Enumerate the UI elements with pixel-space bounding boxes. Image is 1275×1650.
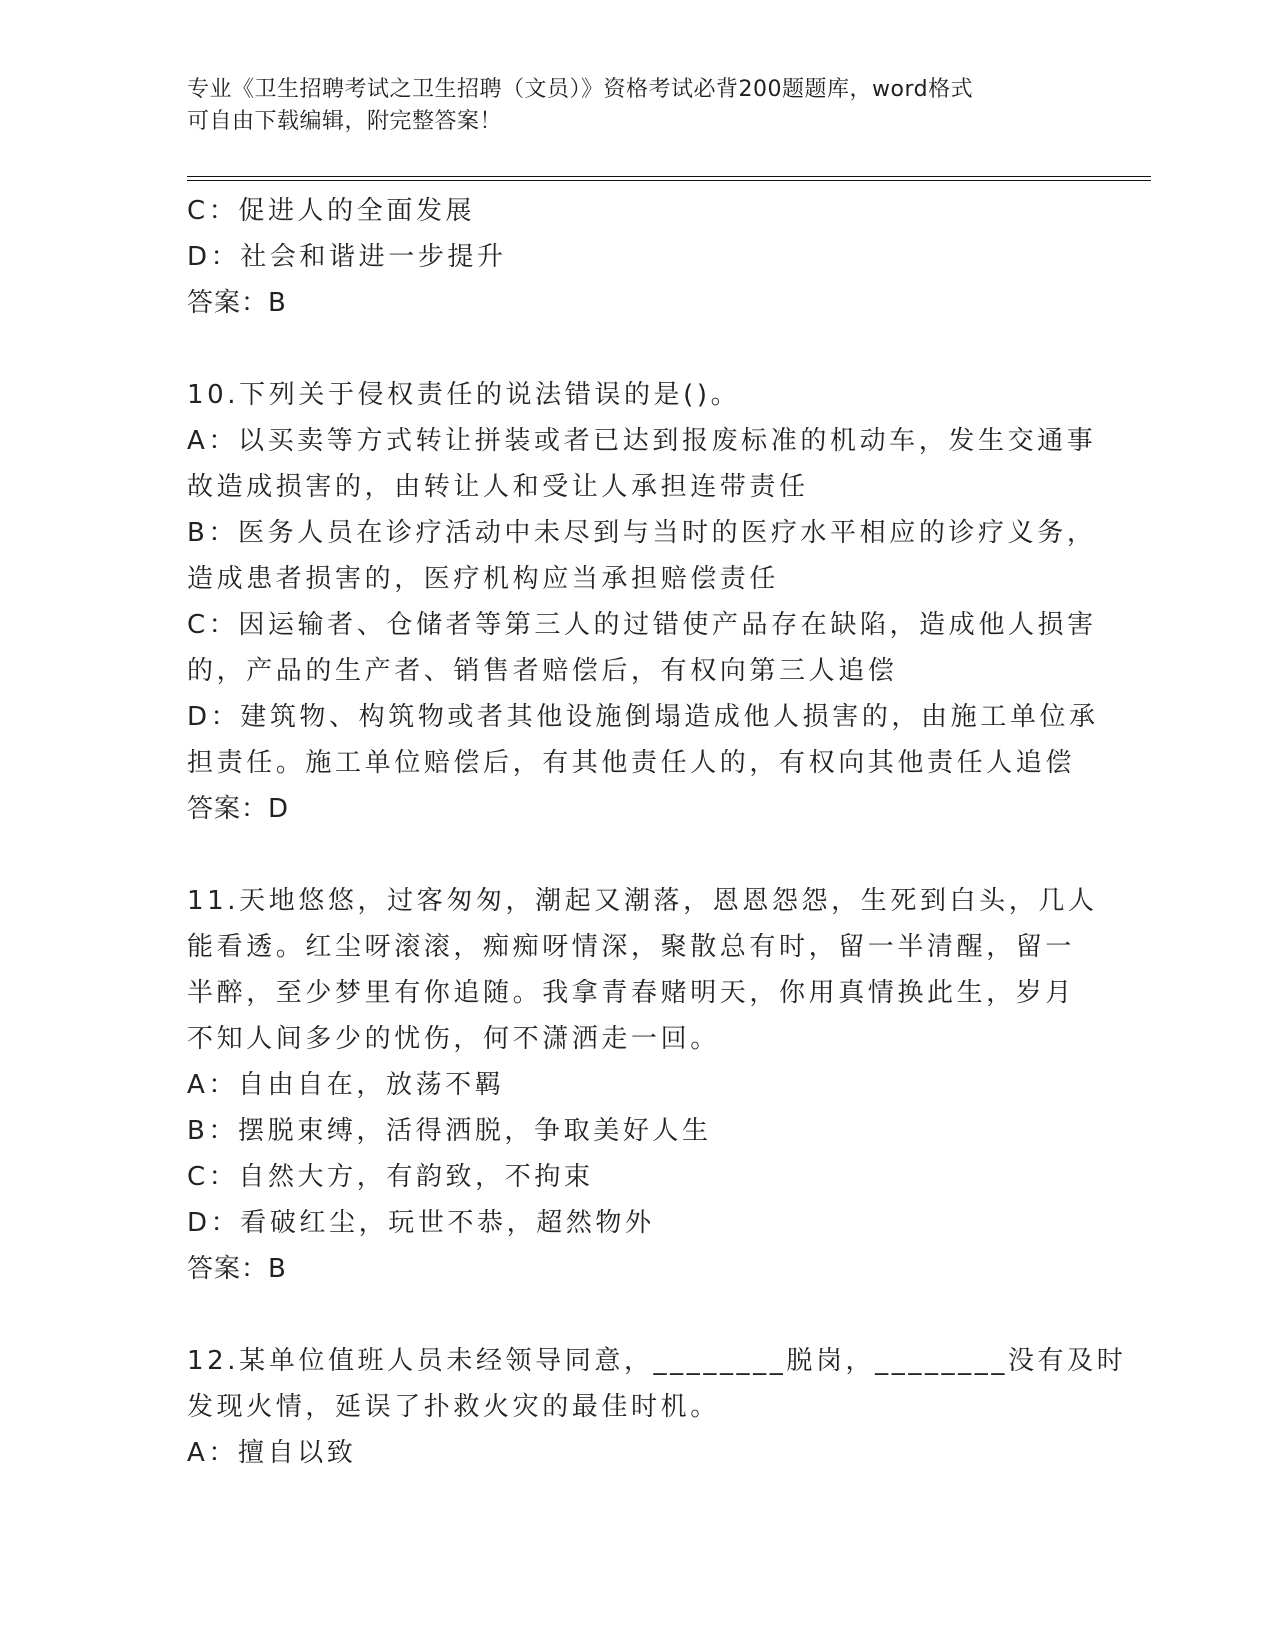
question-11: [187, 878, 1098, 1292]
document-header: [187, 74, 1067, 138]
option-d-line-1: D：建筑物、构筑物或者其他设施倒塌造成他人损害的，由施工单位承: [187, 702, 1099, 732]
option-a: A：自由自在，放荡不羁: [187, 1070, 505, 1100]
option-a-line-2: 故造成损害的，由转让人和受让人承担连带责任: [187, 472, 809, 502]
spacer: [187, 832, 1087, 878]
header-line-1: 专业《卫生招聘考试之卫生招聘（文员）》资格考试必背200题题库，word格式: [187, 77, 974, 102]
spacer: [187, 326, 1087, 372]
question-stem-line-2: 能看透。红尘呀滚滚，痴痴呀情深，聚散总有时，留一半清醒，留一: [187, 932, 1076, 962]
option-d: D：看破红尘，玩世不恭，超然物外: [187, 1208, 655, 1238]
question-12: [187, 1338, 1127, 1476]
answer-label: 答案：B: [187, 1254, 287, 1284]
option-d-line-2: 担责任。施工单位赔偿后，有其他责任人的，有权向其他责任人追偿: [187, 748, 1076, 778]
question-stem: 10.下列关于侵权责任的说法错误的是()。: [187, 380, 741, 410]
option-a-line-1: A：以买卖等方式转让拼装或者已达到报废标准的机动车，发生交通事: [187, 426, 1097, 456]
option-c: C：自然大方，有韵致，不拘束: [187, 1162, 594, 1192]
question-list: [187, 188, 1127, 1476]
question-stem-line-1: 11.天地悠悠，过客匆匆，潮起又潮落，恩恩怨怨，生死到白头，几人: [187, 886, 1098, 916]
question-stem-line-2: 发现火情，延误了扑救火灾的最佳时机。: [187, 1392, 720, 1422]
spacer: [187, 1292, 1087, 1338]
question-10: [187, 372, 1099, 832]
option-b-line-2: 造成患者损害的，医疗机构应当承担赔偿责任: [187, 564, 780, 594]
option-c-line-1: C：因运输者、仓储者等第三人的过错使产品存在缺陷，造成他人损害: [187, 610, 1097, 640]
option-b-line-1: B：医务人员在诊疗活动中未尽到与当时的医疗水平相应的诊疗义务，: [187, 518, 1097, 548]
question-stem-line-4: 不知人间多少的忧伤，何不潇洒走一回。: [187, 1024, 720, 1054]
option-b: B：摆脱束缚，活得洒脱，争取美好人生: [187, 1116, 712, 1146]
question-9-tail: [187, 188, 1087, 326]
answer-label: 答案：B: [187, 288, 287, 318]
option-c: C：促进人的全面发展: [187, 196, 476, 226]
option-a: A：擅自以致: [187, 1438, 357, 1468]
question-stem-line-3: 半醉，至少梦里有你追随。我拿青春赌明天，你用真情换此生，岁月: [187, 978, 1076, 1008]
header-line-2: 可自由下载编辑，附完整答案！: [187, 109, 503, 134]
question-stem-line-1: 12.某单位值班人员未经领导同意，________脱岗，________没有及时: [187, 1346, 1127, 1376]
header-divider: [187, 176, 1151, 181]
option-c-line-2: 的，产品的生产者、销售者赔偿后，有权向第三人追偿: [187, 656, 898, 686]
answer-label: 答案：D: [187, 794, 290, 824]
option-d: D：社会和谐进一步提升: [187, 242, 507, 272]
